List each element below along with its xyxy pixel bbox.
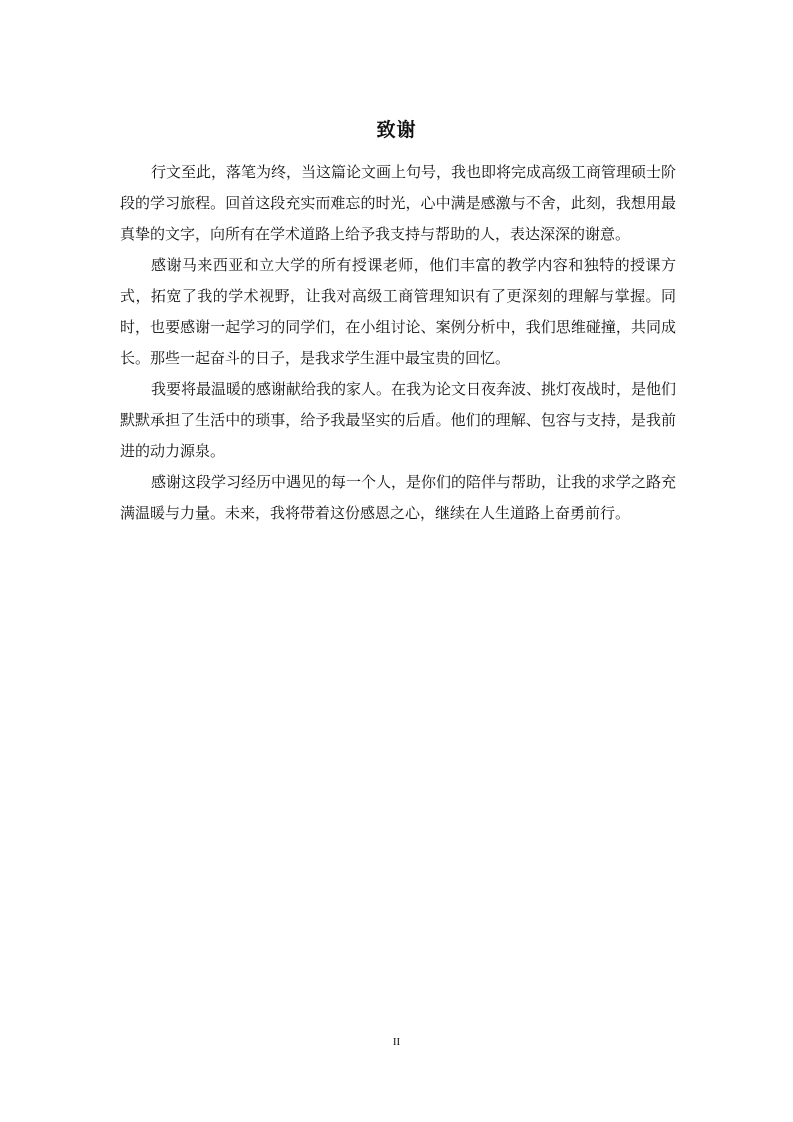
paragraph-4: 感谢这段学习经历中遇见的每一个人，是你们的陪伴与帮助，让我的求学之路充满温暖与力量。未来，我将带着这份感恩之心，继续在人生道路上奋勇前行。 bbox=[120, 473, 677, 522]
acknowledgement-body bbox=[120, 157, 676, 529]
paragraph-2: 感谢马来西亚和立大学的所有授课老师，他们丰富的教学内容和独特的授课方式，拓宽了我的学术视野，让我对高级工商管理知识有了更深刻的理解与掌握。同时，也要感谢一起学习的同学们，在小组讨论、案例分析中，我们思维碰撞，共同成长。那些一起奋斗的日子，是我求学生涯中最宝贵的回忆。 bbox=[120, 256, 676, 367]
page-number: II bbox=[392, 1036, 401, 1048]
page-title: 致谢 bbox=[376, 118, 417, 141]
paragraph-3: 我要将最温暖的感谢献给我的家人。在我为论文日夜奔波、挑灯夜战时，是他们默默承担了生活中的琐事，给予我最坚实的后盾。他们的理解、包容与支持，是我前进的动力源泉。 bbox=[120, 380, 677, 460]
paragraph-1: 行文至此，落笔为终，当这篇论文画上句号，我也即将完成高级工商管理硕士阶段的学习旅程。回首这段充实而难忘的时光，心中满是感激与不舍，此刻，我想用最真挚的文字，向所有在学术道路上给予我支持与帮助的人，表达深深的谢意。 bbox=[120, 163, 677, 243]
